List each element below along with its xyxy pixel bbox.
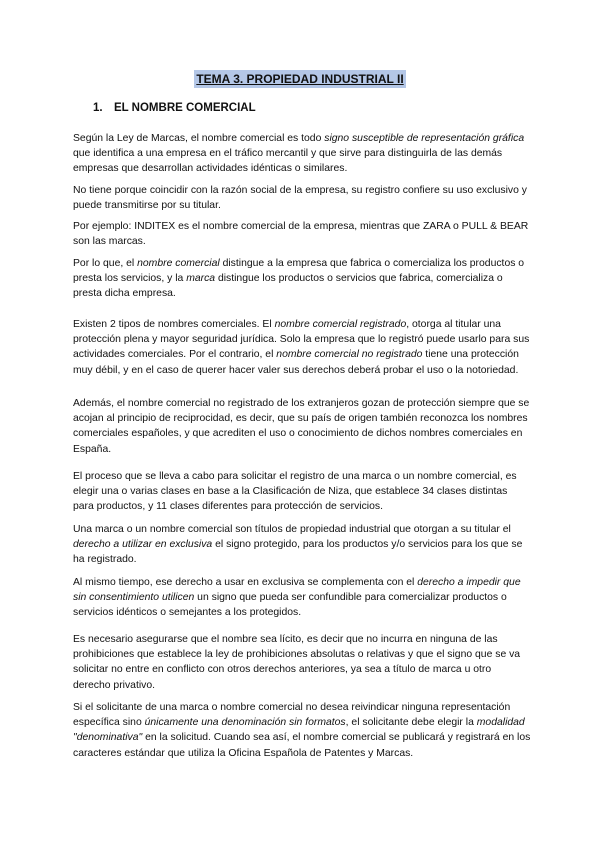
section-number: 1. — [93, 102, 103, 114]
paragraph-6 — [73, 396, 531, 457]
paragraph-text: Por lo que, el — [73, 258, 138, 269]
italic-term: nombre comercial registrado — [274, 319, 407, 330]
paragraph-text: distingue a la empresa que fabrica o comercializa los productos o presta los servicios, y la — [73, 258, 525, 285]
italic-term: modalidad "denominativa" — [73, 717, 525, 744]
paragraph-5 — [73, 317, 531, 378]
section-title: EL NOMBRE COMERCIAL — [114, 102, 256, 114]
italic-term: nombre comercial — [137, 258, 220, 269]
paragraph-text: que identifica a una empresa en el tráfico mercantil y que sirve para distinguirla de las demás empresas que desarrollan actividades idénticas o similares. — [73, 148, 503, 175]
page-title: TEMA 3. PROPIEDAD INDUSTRIAL II — [196, 72, 404, 86]
paragraph-text: Si el solicitante de una marca o nombre comercial no desea reivindicar ninguna representación específica sino — [73, 702, 511, 729]
paragraph-text: distingue los productos o servicios que fabrica, comercializa o presta dicha empresa. — [73, 273, 503, 300]
paragraph-1 — [73, 131, 531, 177]
paragraph-text: , otorga al titular una protección plena y mayor seguridad jurídica. Solo la empresa que lo registró puede usarlo para sus actividades comerciales. Por el contrario, el — [73, 319, 530, 361]
italic-term: únicamente una denominación sin formatos — [144, 717, 346, 729]
paragraph-text: Es necesario asegurarse que el nombre sea lícito, es decir que no incurra en ninguna de las prohibiciones que establece la ley de prohibiciones absolutas o relativas y que el signo que se va solicitar no entre en conflicto con otros derechos anteriores, ya sea a título de marca u otro derecho privativo. — [73, 634, 521, 691]
paragraph-text: tiene una protección muy débil, y en el caso de querer hacer valer sus derechos deberá probar el uso o la notoriedad. — [73, 349, 519, 376]
paragraph-text: Según la Ley de Marcas, el nombre comercial es todo — [73, 133, 325, 144]
italic-term: nombre comercial no registrado — [276, 349, 423, 361]
italic-term: marca — [186, 273, 216, 285]
paragraph-text: Al mismo tiempo, ese derecho a usar en exclusiva se complementa con el — [73, 577, 418, 588]
italic-term: derecho a impedir que sin consentimiento utilicen — [73, 577, 521, 604]
paragraph-text: Además, el nombre comercial no registrado de los extranjeros gozan de protección siempre que se acojan al principio de reciprocidad, es decir, que su país de origen también reconozca los nombres comerciales españoles, y que acrediten el uso o conocimiento de dichos nombres comerciales en España. — [73, 398, 530, 455]
paragraph-text: Por ejemplo: INDITEX es el nombre comercial de la empresa, mientras que ZARA o PULL & BEAR son las marcas. — [73, 221, 529, 248]
paragraph-9 — [73, 575, 531, 621]
paragraph-text: Existen 2 tipos de nombres comerciales. El — [73, 319, 275, 330]
paragraph-2 — [73, 183, 531, 213]
paragraph-11 — [73, 700, 531, 761]
italic-term: signo susceptible de representación gráfica — [324, 133, 525, 144]
paragraph-text: en la solicitud. Cuando sea así, el nombre comercial se publicará y registrará en los caracteres estándar que utiliza la Oficina Española de Patentes y Marcas. — [73, 732, 531, 759]
title-wrapper — [0, 70, 600, 88]
paragraph-text: No tiene porque coincidir con la razón social de la empresa, su registro confiere su uso exclusivo y puede transmitirse por su titular. — [73, 185, 527, 212]
paragraph-text: un signo que pueda ser confundible para comercializar productos o servicios idénticos o semejantes a los protegidos. — [73, 592, 507, 619]
paragraph-text: , el solicitante debe elegir la — [345, 717, 477, 729]
section-heading — [93, 100, 256, 116]
paragraph-10 — [73, 632, 531, 693]
paragraph-7 — [73, 469, 531, 515]
paragraph-text: Una marca o un nombre comercial son títulos de propiedad industrial que otorgan a su titular el — [73, 524, 511, 535]
paragraph-4 — [73, 256, 531, 302]
paragraph-8 — [73, 522, 531, 568]
paragraph-text: El proceso que se lleva a cabo para solicitar el registro de una marca o un nombre comercial, es elegir una o varias clases en base a la Clasificación de Niza, que establece 34 clases distintas para productos, y 11 clases diferentes para protección de servicios. — [73, 471, 517, 513]
italic-term: derecho a utilizar en exclusiva — [73, 539, 213, 551]
paragraph-text: el signo protegido, para los productos y/o servicios para los que se ha registrado. — [73, 539, 523, 566]
paragraph-3 — [73, 219, 531, 249]
